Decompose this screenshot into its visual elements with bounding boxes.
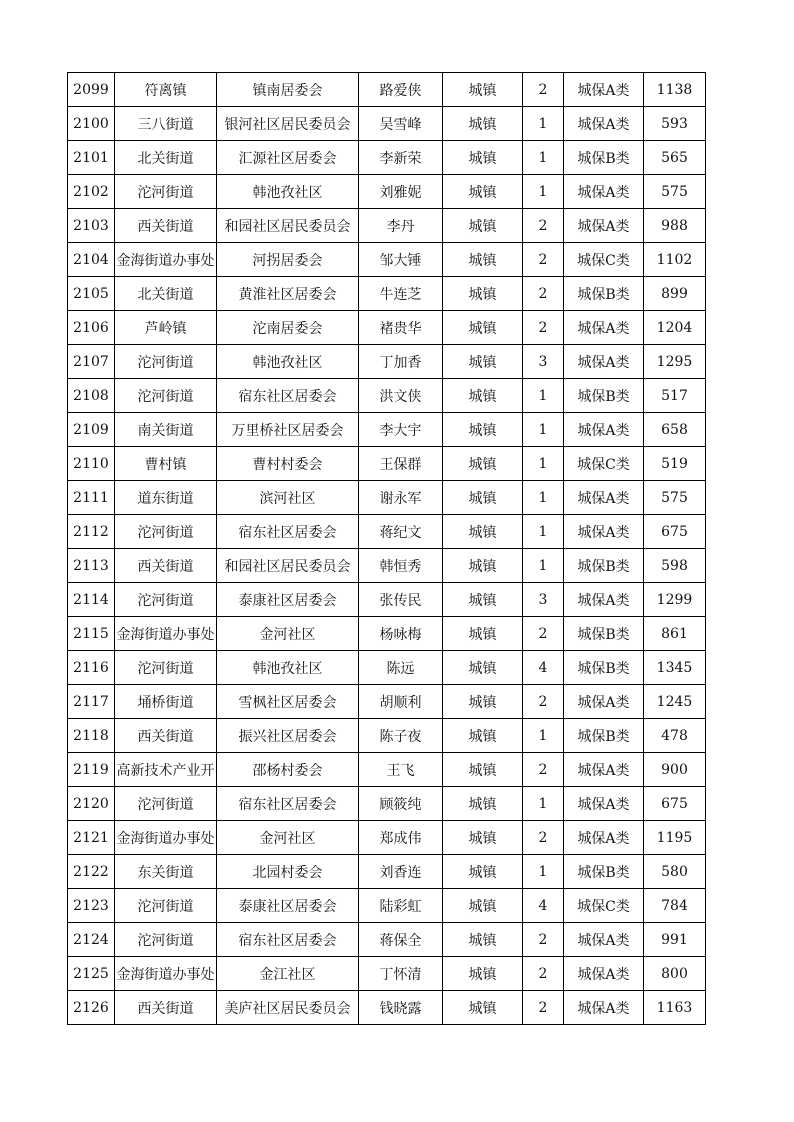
cell-area: 城镇 (443, 957, 523, 991)
cell-committee: 泰康社区居委会 (217, 889, 359, 923)
cell-street: 西关街道 (115, 549, 217, 583)
cell-committee: 金河社区 (217, 617, 359, 651)
cell-committee: 镇南居委会 (217, 73, 359, 107)
cell-id: 2107 (68, 345, 115, 379)
cell-street: 沱河街道 (115, 583, 217, 617)
cell-amount: 575 (644, 175, 706, 209)
table-row (68, 175, 706, 209)
cell-count: 1 (523, 379, 564, 413)
cell-area: 城镇 (443, 481, 523, 515)
cell-name: 丁怀清 (359, 957, 443, 991)
cell-street: 北关街道 (115, 141, 217, 175)
cell-category: 城保C类 (564, 243, 644, 277)
cell-name: 谢永军 (359, 481, 443, 515)
cell-amount: 784 (644, 889, 706, 923)
cell-area: 城镇 (443, 753, 523, 787)
cell-amount: 598 (644, 549, 706, 583)
cell-count: 1 (523, 787, 564, 821)
cell-name: 李丹 (359, 209, 443, 243)
cell-committee: 韩池孜社区 (217, 345, 359, 379)
cell-committee: 河拐居委会 (217, 243, 359, 277)
cell-count: 4 (523, 889, 564, 923)
cell-area: 城镇 (443, 141, 523, 175)
cell-category: 城保A类 (564, 73, 644, 107)
cell-name: 陈子夜 (359, 719, 443, 753)
cell-category: 城保A类 (564, 991, 644, 1025)
cell-id: 2115 (68, 617, 115, 651)
cell-area: 城镇 (443, 889, 523, 923)
cell-street: 沱河街道 (115, 651, 217, 685)
cell-street: 西关街道 (115, 991, 217, 1025)
table-row (68, 141, 706, 175)
cell-id: 2104 (68, 243, 115, 277)
cell-committee: 曹村村委会 (217, 447, 359, 481)
cell-category: 城保A类 (564, 175, 644, 209)
cell-area: 城镇 (443, 107, 523, 141)
cell-id: 2099 (68, 73, 115, 107)
cell-amount: 991 (644, 923, 706, 957)
cell-category: 城保A类 (564, 583, 644, 617)
table-row (68, 753, 706, 787)
table-row (68, 107, 706, 141)
cell-street: 北关街道 (115, 277, 217, 311)
cell-count: 1 (523, 413, 564, 447)
cell-category: 城保B类 (564, 855, 644, 889)
table-row (68, 345, 706, 379)
cell-committee: 宿东社区居委会 (217, 923, 359, 957)
cell-name: 钱晓露 (359, 991, 443, 1025)
cell-name: 褚贵华 (359, 311, 443, 345)
cell-count: 2 (523, 923, 564, 957)
table-row (68, 447, 706, 481)
cell-street: 道东街道 (115, 481, 217, 515)
cell-count: 2 (523, 957, 564, 991)
cell-count: 2 (523, 685, 564, 719)
cell-street: 金海街道办事处 (115, 821, 217, 855)
cell-committee: 宿东社区居委会 (217, 515, 359, 549)
cell-id: 2113 (68, 549, 115, 583)
cell-id: 2110 (68, 447, 115, 481)
cell-name: 刘香连 (359, 855, 443, 889)
cell-committee: 金河社区 (217, 821, 359, 855)
cell-amount: 988 (644, 209, 706, 243)
cell-count: 2 (523, 73, 564, 107)
table-row (68, 515, 706, 549)
cell-area: 城镇 (443, 991, 523, 1025)
cell-street: 西关街道 (115, 719, 217, 753)
cell-committee: 宿东社区居委会 (217, 787, 359, 821)
cell-name: 杨咏梅 (359, 617, 443, 651)
cell-id: 2106 (68, 311, 115, 345)
cell-id: 2116 (68, 651, 115, 685)
cell-name: 陈远 (359, 651, 443, 685)
cell-id: 2102 (68, 175, 115, 209)
cell-id: 2123 (68, 889, 115, 923)
cell-committee: 韩池孜社区 (217, 175, 359, 209)
cell-id: 2114 (68, 583, 115, 617)
cell-amount: 1102 (644, 243, 706, 277)
records-table (67, 72, 706, 1025)
cell-id: 2121 (68, 821, 115, 855)
cell-area: 城镇 (443, 855, 523, 889)
cell-count: 2 (523, 821, 564, 855)
cell-category: 城保B类 (564, 141, 644, 175)
cell-category: 城保B类 (564, 549, 644, 583)
cell-category: 城保A类 (564, 413, 644, 447)
cell-area: 城镇 (443, 923, 523, 957)
cell-area: 城镇 (443, 175, 523, 209)
cell-name: 牛连芝 (359, 277, 443, 311)
cell-committee: 滨河社区 (217, 481, 359, 515)
table-row (68, 991, 706, 1025)
cell-amount: 565 (644, 141, 706, 175)
cell-area: 城镇 (443, 719, 523, 753)
cell-area: 城镇 (443, 311, 523, 345)
cell-street: 南关街道 (115, 413, 217, 447)
cell-area: 城镇 (443, 209, 523, 243)
cell-committee: 雪枫社区居委会 (217, 685, 359, 719)
cell-category: 城保A类 (564, 481, 644, 515)
cell-id: 2122 (68, 855, 115, 889)
cell-count: 1 (523, 107, 564, 141)
cell-amount: 1163 (644, 991, 706, 1025)
cell-name: 胡顺利 (359, 685, 443, 719)
table-row (68, 311, 706, 345)
table-row (68, 413, 706, 447)
cell-area: 城镇 (443, 73, 523, 107)
cell-street: 三八街道 (115, 107, 217, 141)
cell-category: 城保B类 (564, 719, 644, 753)
cell-amount: 478 (644, 719, 706, 753)
cell-id: 2125 (68, 957, 115, 991)
cell-name: 顾筱纯 (359, 787, 443, 821)
cell-category: 城保A类 (564, 345, 644, 379)
cell-area: 城镇 (443, 515, 523, 549)
cell-amount: 800 (644, 957, 706, 991)
cell-area: 城镇 (443, 617, 523, 651)
cell-name: 邹大锤 (359, 243, 443, 277)
cell-name: 张传民 (359, 583, 443, 617)
cell-count: 1 (523, 447, 564, 481)
cell-area: 城镇 (443, 787, 523, 821)
cell-count: 1 (523, 481, 564, 515)
table-row (68, 855, 706, 889)
cell-category: 城保B类 (564, 617, 644, 651)
cell-amount: 1295 (644, 345, 706, 379)
cell-amount: 675 (644, 787, 706, 821)
cell-id: 2118 (68, 719, 115, 753)
table-body (68, 73, 706, 1025)
cell-count: 4 (523, 651, 564, 685)
cell-count: 2 (523, 277, 564, 311)
cell-street: 沱河街道 (115, 175, 217, 209)
cell-street: 沱河街道 (115, 923, 217, 957)
cell-id: 2112 (68, 515, 115, 549)
cell-street: 金海街道办事处 (115, 617, 217, 651)
table-row (68, 73, 706, 107)
cell-id: 2109 (68, 413, 115, 447)
cell-count: 1 (523, 549, 564, 583)
cell-area: 城镇 (443, 277, 523, 311)
table-row (68, 787, 706, 821)
cell-area: 城镇 (443, 243, 523, 277)
cell-area: 城镇 (443, 583, 523, 617)
cell-street: 沱河街道 (115, 515, 217, 549)
cell-count: 1 (523, 855, 564, 889)
cell-committee: 汇源社区居委会 (217, 141, 359, 175)
cell-amount: 593 (644, 107, 706, 141)
cell-committee: 邵杨村委会 (217, 753, 359, 787)
cell-name: 丁加香 (359, 345, 443, 379)
cell-area: 城镇 (443, 379, 523, 413)
cell-committee: 黄淮社区居委会 (217, 277, 359, 311)
table-row (68, 549, 706, 583)
cell-street: 沱河街道 (115, 889, 217, 923)
cell-street: 沱河街道 (115, 787, 217, 821)
cell-area: 城镇 (443, 345, 523, 379)
cell-category: 城保A类 (564, 107, 644, 141)
cell-id: 2111 (68, 481, 115, 515)
cell-area: 城镇 (443, 413, 523, 447)
cell-id: 2103 (68, 209, 115, 243)
cell-category: 城保A类 (564, 515, 644, 549)
cell-amount: 1195 (644, 821, 706, 855)
cell-category: 城保C类 (564, 447, 644, 481)
cell-area: 城镇 (443, 821, 523, 855)
cell-count: 2 (523, 209, 564, 243)
cell-id: 2119 (68, 753, 115, 787)
cell-category: 城保A类 (564, 923, 644, 957)
cell-amount: 1138 (644, 73, 706, 107)
cell-street: 符离镇 (115, 73, 217, 107)
cell-committee: 和园社区居民委员会 (217, 549, 359, 583)
cell-committee: 韩池孜社区 (217, 651, 359, 685)
cell-committee: 万里桥社区居委会 (217, 413, 359, 447)
cell-id: 2100 (68, 107, 115, 141)
cell-count: 2 (523, 243, 564, 277)
cell-name: 陆彩虹 (359, 889, 443, 923)
cell-name: 韩恒秀 (359, 549, 443, 583)
table-row (68, 719, 706, 753)
cell-category: 城保A类 (564, 209, 644, 243)
table-row (68, 685, 706, 719)
cell-name: 刘雅妮 (359, 175, 443, 209)
cell-id: 2101 (68, 141, 115, 175)
cell-count: 1 (523, 515, 564, 549)
cell-category: 城保A类 (564, 957, 644, 991)
cell-category: 城保A类 (564, 753, 644, 787)
table-row (68, 583, 706, 617)
cell-amount: 900 (644, 753, 706, 787)
cell-committee: 和园社区居民委员会 (217, 209, 359, 243)
cell-name: 李大宇 (359, 413, 443, 447)
cell-id: 2120 (68, 787, 115, 821)
table-row (68, 957, 706, 991)
cell-amount: 899 (644, 277, 706, 311)
cell-count: 1 (523, 719, 564, 753)
cell-name: 王保群 (359, 447, 443, 481)
cell-area: 城镇 (443, 549, 523, 583)
cell-name: 路爱侠 (359, 73, 443, 107)
cell-count: 2 (523, 753, 564, 787)
cell-category: 城保B类 (564, 277, 644, 311)
cell-amount: 1345 (644, 651, 706, 685)
cell-category: 城保B类 (564, 379, 644, 413)
cell-area: 城镇 (443, 651, 523, 685)
cell-count: 1 (523, 175, 564, 209)
cell-id: 2108 (68, 379, 115, 413)
cell-name: 李新荣 (359, 141, 443, 175)
table-row (68, 889, 706, 923)
cell-amount: 675 (644, 515, 706, 549)
cell-amount: 580 (644, 855, 706, 889)
cell-street: 金海街道办事处 (115, 957, 217, 991)
cell-id: 2124 (68, 923, 115, 957)
cell-category: 城保A类 (564, 685, 644, 719)
cell-count: 2 (523, 311, 564, 345)
cell-name: 洪文侠 (359, 379, 443, 413)
cell-street: 芦岭镇 (115, 311, 217, 345)
table-row (68, 481, 706, 515)
cell-street: 沱河街道 (115, 345, 217, 379)
table-row (68, 821, 706, 855)
cell-amount: 1299 (644, 583, 706, 617)
cell-name: 蒋纪文 (359, 515, 443, 549)
cell-amount: 517 (644, 379, 706, 413)
cell-id: 2117 (68, 685, 115, 719)
cell-id: 2105 (68, 277, 115, 311)
cell-committee: 宿东社区居委会 (217, 379, 359, 413)
cell-count: 2 (523, 617, 564, 651)
cell-category: 城保C类 (564, 889, 644, 923)
cell-street: 金海街道办事处 (115, 243, 217, 277)
table-row (68, 923, 706, 957)
cell-name: 蒋保全 (359, 923, 443, 957)
cell-street: 西关街道 (115, 209, 217, 243)
cell-id: 2126 (68, 991, 115, 1025)
cell-amount: 658 (644, 413, 706, 447)
cell-committee: 沱南居委会 (217, 311, 359, 345)
cell-committee: 泰康社区居委会 (217, 583, 359, 617)
table-row (68, 651, 706, 685)
cell-category: 城保A类 (564, 821, 644, 855)
cell-street: 埇桥街道 (115, 685, 217, 719)
cell-street: 东关街道 (115, 855, 217, 889)
cell-name: 吴雪峰 (359, 107, 443, 141)
cell-count: 1 (523, 141, 564, 175)
cell-amount: 1204 (644, 311, 706, 345)
cell-amount: 1245 (644, 685, 706, 719)
cell-committee: 美庐社区居民委员会 (217, 991, 359, 1025)
cell-name: 郑成伟 (359, 821, 443, 855)
cell-name: 王飞 (359, 753, 443, 787)
cell-category: 城保B类 (564, 651, 644, 685)
cell-area: 城镇 (443, 685, 523, 719)
cell-committee: 银河社区居民委员会 (217, 107, 359, 141)
cell-street: 高新技术产业开 (115, 753, 217, 787)
cell-category: 城保A类 (564, 787, 644, 821)
cell-category: 城保A类 (564, 311, 644, 345)
table-row (68, 277, 706, 311)
cell-committee: 金江社区 (217, 957, 359, 991)
cell-committee: 北园村委会 (217, 855, 359, 889)
cell-count: 2 (523, 991, 564, 1025)
cell-count: 3 (523, 345, 564, 379)
table-row (68, 617, 706, 651)
cell-area: 城镇 (443, 447, 523, 481)
table-row (68, 209, 706, 243)
cell-street: 沱河街道 (115, 379, 217, 413)
cell-committee: 振兴社区居委会 (217, 719, 359, 753)
cell-amount: 575 (644, 481, 706, 515)
cell-count: 3 (523, 583, 564, 617)
cell-street: 曹村镇 (115, 447, 217, 481)
cell-amount: 861 (644, 617, 706, 651)
table-row (68, 243, 706, 277)
table-row (68, 379, 706, 413)
cell-amount: 519 (644, 447, 706, 481)
